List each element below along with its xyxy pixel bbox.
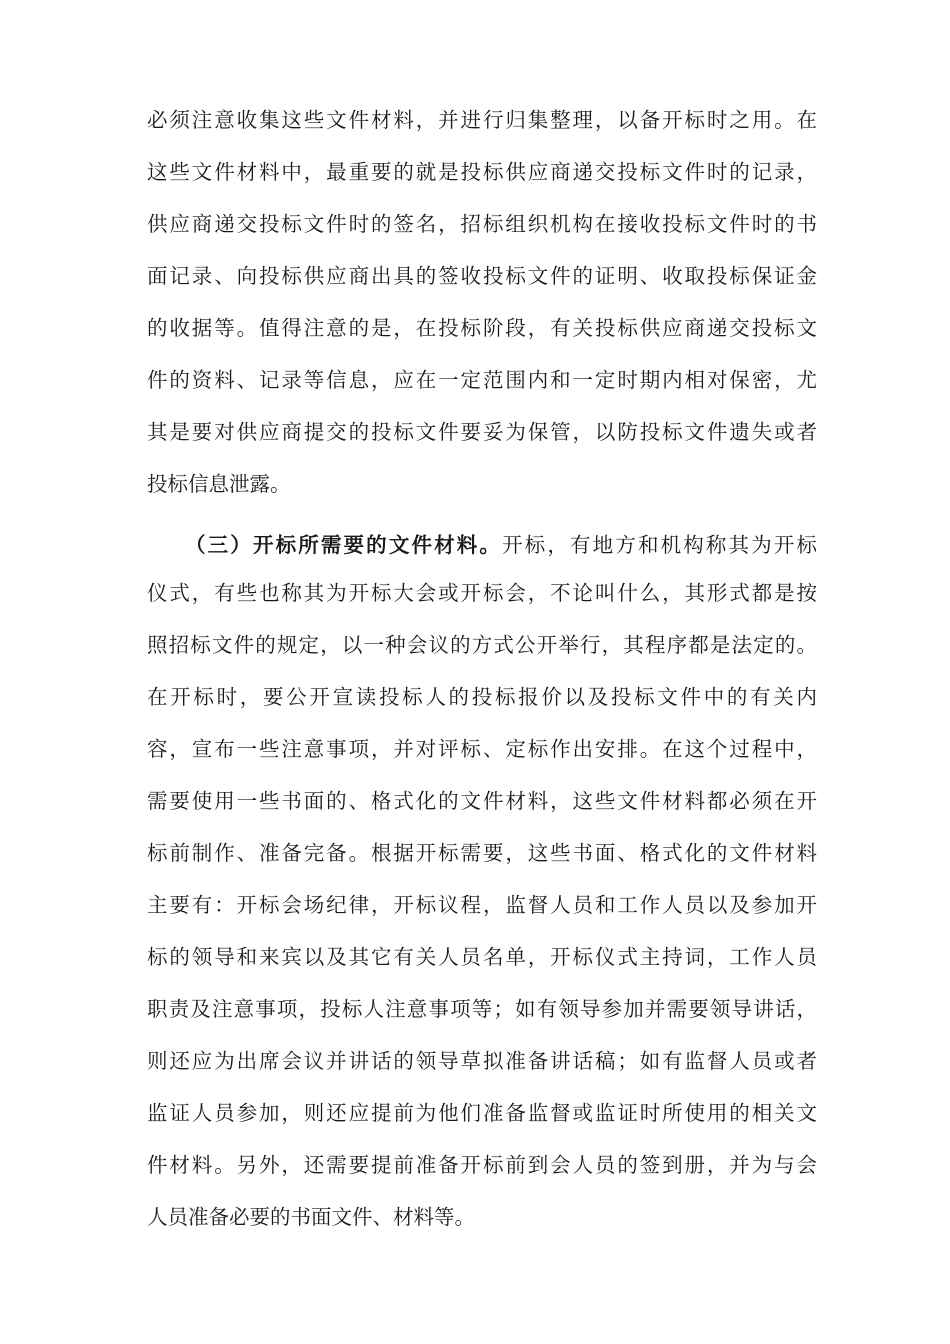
paragraph-2-line-5: 容，宣布一些注意事项，并对评标、定标作出安排。在这个过程中， [147, 737, 817, 761]
paragraph-1-line-4: 面记录、向投标供应商出具的签收投标文件的证明、收取投标保证金 [147, 264, 817, 288]
paragraph-2-line-14: 人员准备必要的书面文件、材料等。 [147, 1205, 475, 1229]
paragraph-2-line-1 [185, 526, 817, 564]
section-heading: （三）开标所需要的文件材料。 [185, 533, 503, 557]
paragraph-2-line-12: 监证人员参加，则还应提前为他们准备监督或监证时所使用的相关文 [147, 1101, 817, 1125]
paragraph-2-line-8: 主要有：开标会场纪律，开标议程，监督人员和工作人员以及参加开 [147, 893, 817, 917]
paragraph-2-line-6: 需要使用一些书面的、格式化的文件材料，这些文件材料都必须在开 [147, 789, 817, 813]
paragraph-1-line-7: 其是要对供应商提交的投标文件要妥为保管，以防投标文件遗失或者 [147, 420, 817, 444]
paragraph-2-line-3: 照招标文件的规定，以一种会议的方式公开举行，其程序都是法定的。 [147, 633, 817, 657]
paragraph-1-line-8: 投标信息泄露。 [147, 472, 291, 496]
paragraph-2-line-2: 仪式，有些也称其为开标大会或开标会，不论叫什么，其形式都是按 [147, 581, 817, 605]
paragraph-1-line-5: 的收据等。值得注意的是，在投标阶段，有关投标供应商递交投标文 [147, 316, 817, 340]
paragraph-2-line-9: 标的领导和来宾以及其它有关人员名单，开标仪式主持词，工作人员 [147, 945, 817, 969]
paragraph-1-line-3: 供应商递交投标文件时的签名，招标组织机构在接收投标文件时的书 [147, 212, 817, 236]
paragraph-2-line-10: 职责及注意事项，投标人注意事项等；如有领导参加并需要领导讲话， [147, 997, 817, 1021]
paragraph-1-line-2: 这些文件材料中，最重要的就是投标供应商递交投标文件时的记录， [147, 160, 817, 184]
paragraph-2-line-7: 标前制作、准备完备。根据开标需要，这些书面、格式化的文件材料 [147, 841, 817, 865]
paragraph-2-line-4: 在开标时，要公开宣读投标人的投标报价以及投标文件中的有关内 [147, 685, 817, 709]
paragraph-1-line-1: 必须注意收集这些文件材料，并进行归集整理，以备开标时之用。在 [147, 108, 817, 132]
paragraph-2-line-13: 件材料。另外，还需要提前准备开标前到会人员的签到册，并为与会 [147, 1153, 817, 1177]
paragraph-2-line-11: 则还应为出席会议并讲话的领导草拟准备讲话稿；如有监督人员或者 [147, 1049, 817, 1073]
paragraph-1-line-6: 件的资料、记录等信息，应在一定范围内和一定时期内相对保密，尤 [147, 368, 817, 392]
paragraph-2-line-1-text: 开标，有地方和机构称其为开标 [502, 533, 818, 557]
